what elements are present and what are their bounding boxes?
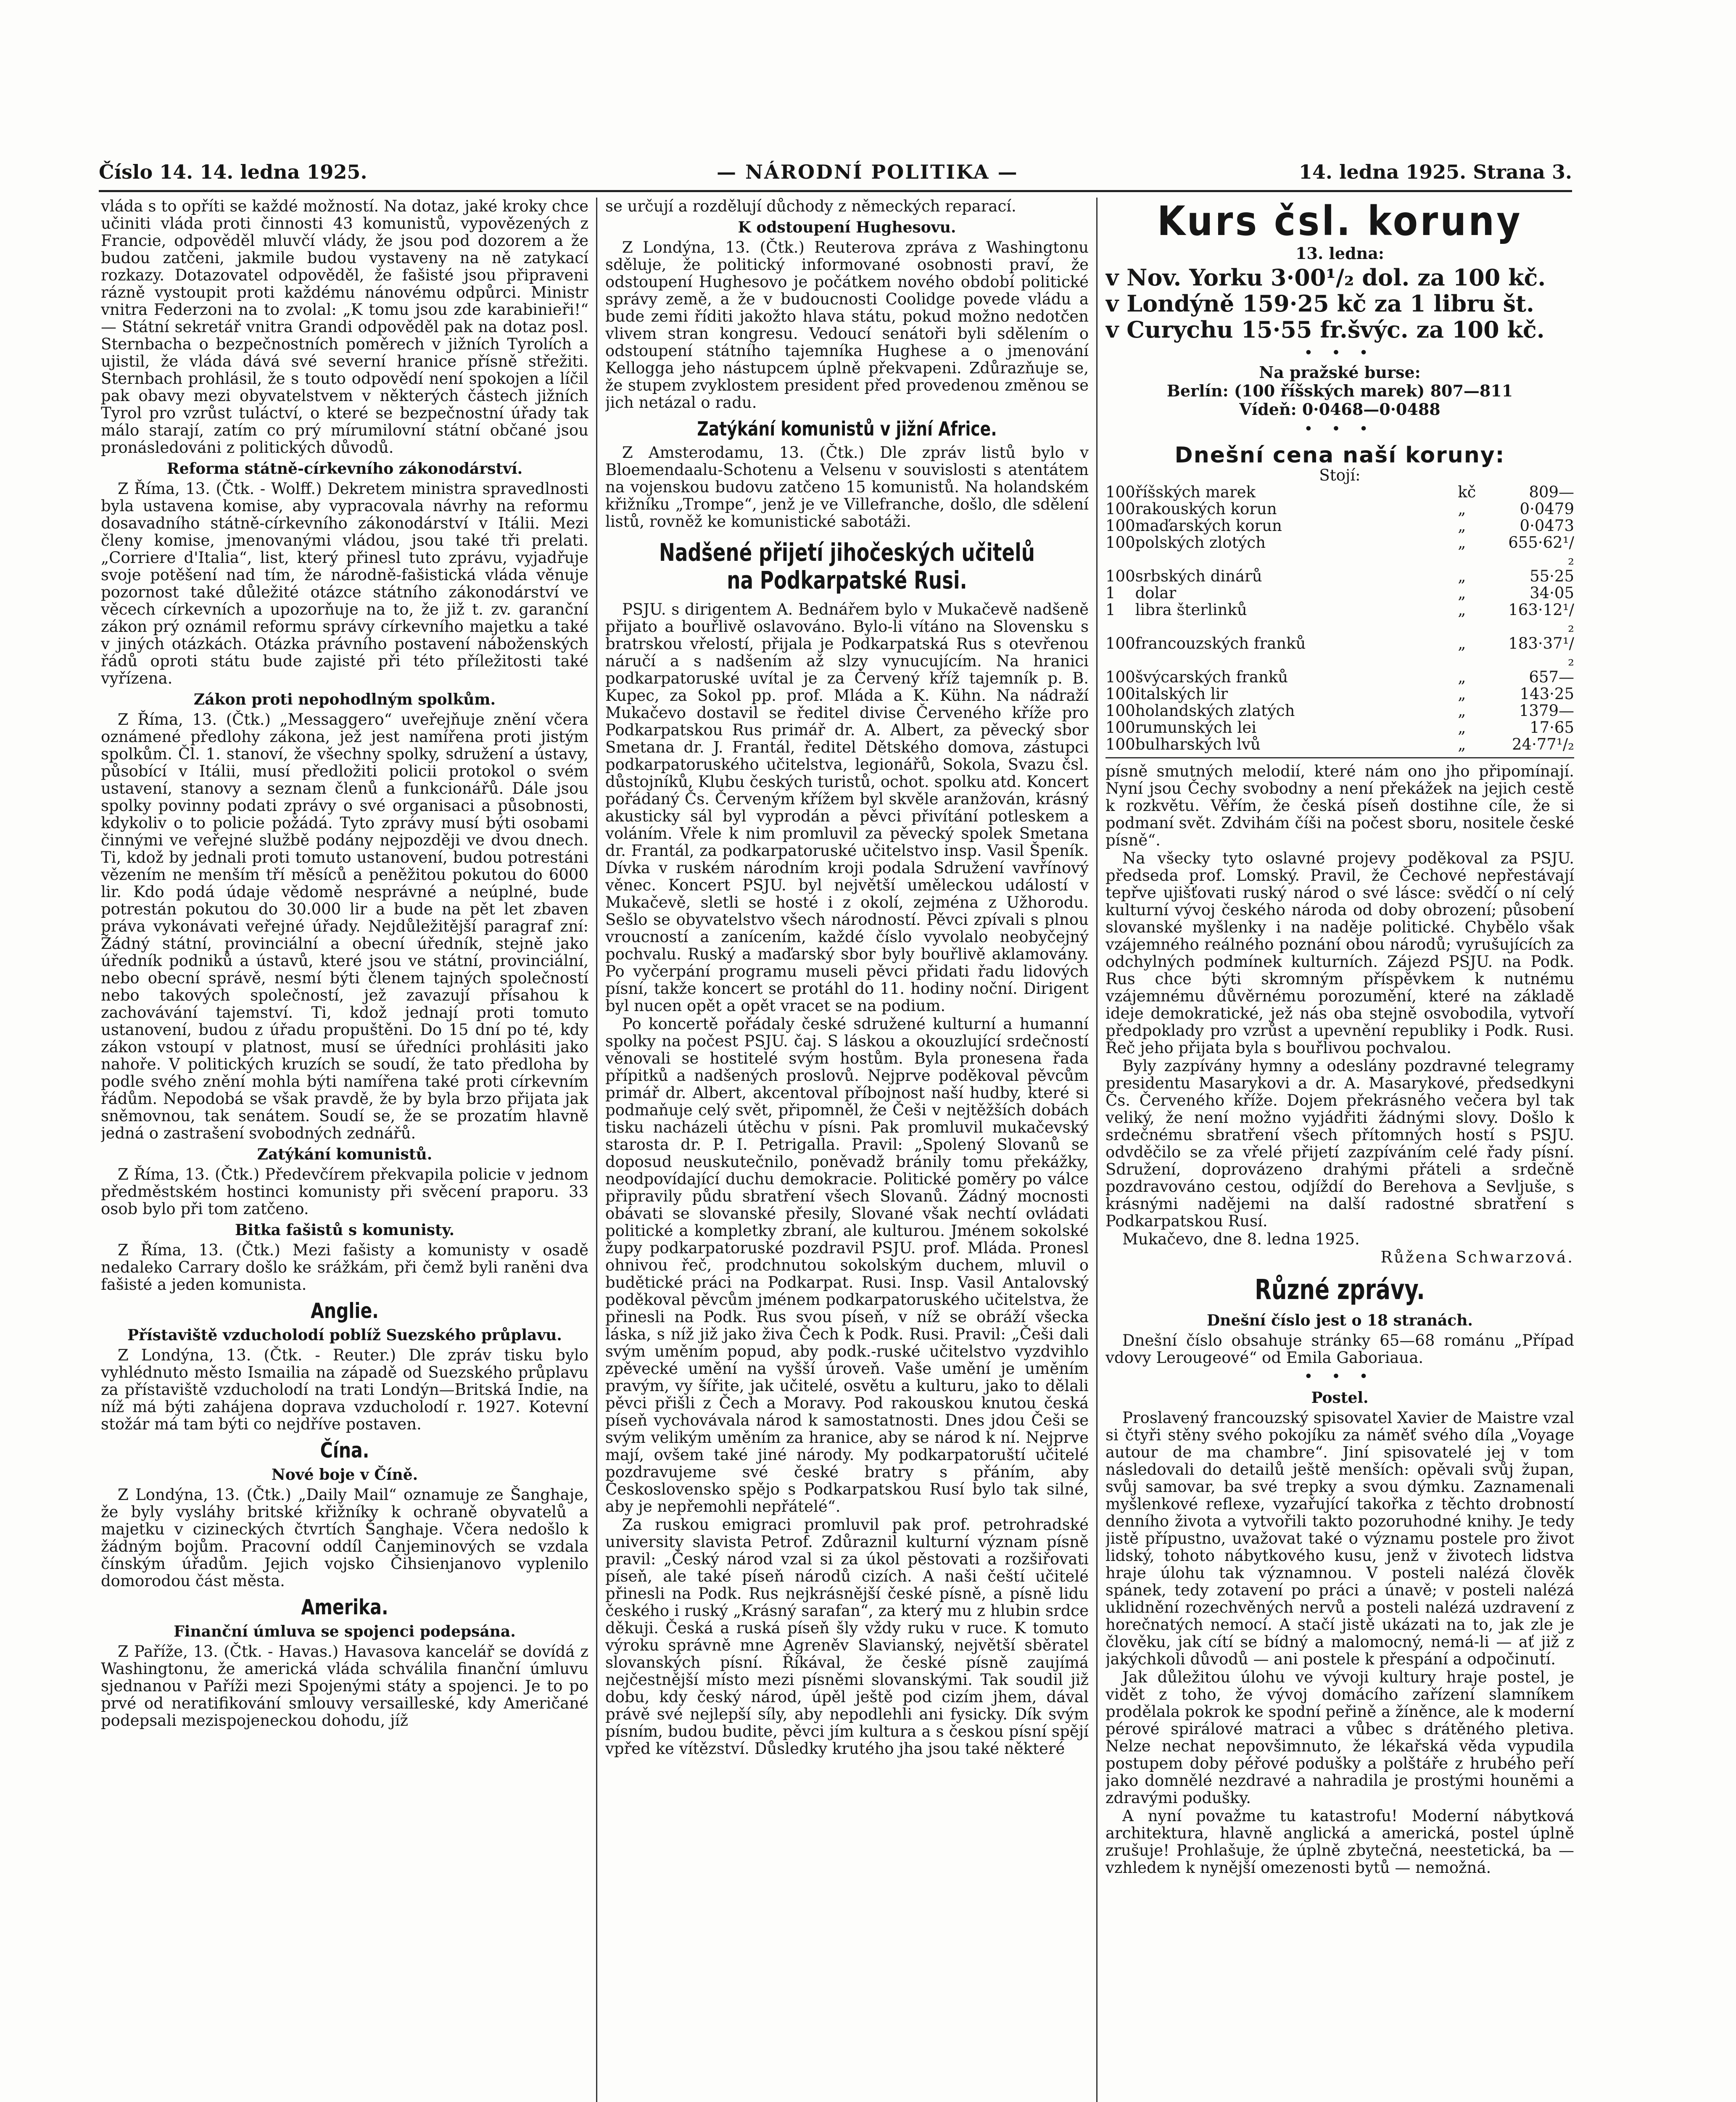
article-text: se určují a rozdělují důchody z německých reparací. [605, 198, 1016, 215]
article-heading: Nové boje v Číně. [271, 1466, 418, 1484]
exchange-rate-date: 13. ledna: [1295, 244, 1384, 263]
rate-row [1105, 719, 1574, 736]
rate-amount: 100 [1105, 483, 1135, 501]
article-text: Jak důležitou úlohu ve vývoji kultury hraje postel, je vidět z toho, že vývoj domácího zařízení slamníkem prodělala pokrok ke spodní peřině a žíněnce, ale k moderní pérové spirálové matraci a vůbec s drátěného pletiva. Nelze nechat nepovšimnuto, že lékařská věda vypudila postupem doby péřové podušky a polštáře z hrubého peří jako domnělé nezdravé a nahradila je prostými houněmi a zdravými podušky. [1105, 1668, 1574, 1807]
rate-value: 143·25 [1520, 685, 1574, 703]
article-heading: Přístaviště vzducholodí poblíž Suezského průplavu. [127, 1326, 562, 1344]
article-text: A nyní považme tu katastrofu! Moderní nábytková architektura, hlavně anglická a americká, postel úplně zrušuje! Prohlašuje, že úplně zbytečná, neestetická, ba — vzhledem k nynější omezenosti bytů — nemožná. [1105, 1807, 1574, 1877]
article-heading: Dnešní číslo jest o 18 stranách. [1207, 1312, 1473, 1329]
koruna-price-label: Stojí: [1319, 466, 1361, 484]
rate-unit: kč [1458, 483, 1476, 501]
exchange-rate-newyork: v Nov. Yorku 3·00¹/₂ dol. za 100 kč. [1105, 264, 1546, 291]
rate-currency: bulharských lvů [1135, 735, 1261, 753]
rate-row [1105, 686, 1574, 702]
article-dateline: Mukačevo, dne 8. ledna 1925. [1122, 1230, 1360, 1248]
rate-value: 657— [1529, 668, 1574, 686]
rate-unit: „ [1458, 685, 1466, 703]
rate-amount: 100 [1105, 517, 1135, 535]
rate-row [1105, 568, 1574, 585]
section-heading: Různé zprávy. [1255, 1273, 1425, 1306]
article-text: vláda s to opříti se každé možností. Na dotaz, jaké kroky chce učiniti vláda proti činnosti 43 komunistů, vypovězených z Francie, odpověděl mluvčí vlády, že jsou pod dozorem a že budou zatčeni, jakmile budou vystaveny na ně zatykací rozkazy. Dotazovatel odpověděl, že fašisté jsou připraveni rázně vystoupit proti každému nánovému odpůrci. Ministr vnitra Federzoni na to zvolal: „K tomu jsou zde karabinieři!“ — Státní sekretář vnitra Grandi odpověděl pak na dotaz posl. Sternbacha o bezpečnostních poměrech v jižních Tyrolích a ujistil, že vláda dává své severní hranice přísně střežiti. Sternbach prohlásil, že s touto odpovědí není spokojen a líčil pak obavy mezi obyvatelstvem v některých částech jižních Tyrol pro vzrůst tuláctví, o které se bezpečnostní úřady tak málo starají, zatím co prý mírumilovní státní občané jsou pronásledováni z politických důvodů. [101, 198, 588, 457]
rate-unit: „ [1458, 601, 1466, 619]
article-heading: Zatýkání komunistů v jižní Africe. [697, 417, 997, 440]
rate-amount: 100 [1105, 735, 1135, 753]
rate-amount: 100 [1105, 702, 1135, 720]
rate-currency: švýcarských franků [1135, 668, 1288, 686]
rate-unit: „ [1458, 533, 1466, 552]
rate-unit: „ [1458, 668, 1466, 686]
column-divider-2 [1096, 198, 1098, 2102]
rate-row [1105, 534, 1574, 568]
page-header [99, 161, 1572, 186]
rate-value: 0·0479 [1520, 500, 1574, 518]
rate-unit: „ [1458, 517, 1466, 535]
rate-currency: dolar [1135, 584, 1177, 602]
header-issue: Číslo 14. 14. ledna 1925. [99, 161, 367, 183]
rate-unit: „ [1458, 634, 1466, 652]
rate-amount: 100 [1105, 500, 1135, 518]
rate-amount: 100 [1105, 567, 1135, 585]
rate-value: 34·05 [1530, 584, 1574, 602]
rate-currency: srbských dinárů [1135, 567, 1262, 585]
rate-currency: maďarských korun [1135, 517, 1282, 535]
rate-amount: 1 [1105, 601, 1116, 619]
rate-unit: „ [1458, 702, 1466, 720]
exchange-rate-london: v Londýně 159·25 kč za 1 libru št. [1105, 290, 1534, 317]
article-text: Z Paříže, 13. (Čtk. - Havas.) Havasova kancelář se dovídá z Washingtonu, že americká vláda schválila finanční úmluvu sjednanou v Paříži mezi Spojenými státy a spojenci. Je to po prvé od neratifikování smlouvy versailleské, kdy Američané podepsali mezispojeneckou dohodu, jíž [101, 1643, 588, 1730]
article-text: Z Londýna, 13. (Čtk.) Reuterova zpráva z Washingtonu sděluje, že politický informované osobnosti praví, že odstoupení Hughesovo je počátkem nového období politické správy země, a že v budoucnosti Coolidge povede vládu a bude zemi říditi jakožto hlava státu, pokud možno nedotčen vlivem stran kongresu. Vedoucí senátoři byli sdělením o odstoupení státního tajemníka Hughese a o jmenování Kellogga jeho nástupcem úplně překvapeni. Zdůrazňuje se, že stupem zvyklostem president před provedenou změnou se jich netázal o radu. [605, 238, 1089, 412]
section-heading: Čína. [320, 1438, 369, 1463]
rate-value: 55·25 [1530, 567, 1574, 585]
burse-vienna: Vídeň: 0·0468—0·0488 [1239, 400, 1441, 419]
article-text: Proslavený francouzský spisovatel Xavier de Maistre vzal si čtyři stěny svého pokojíku za náměť svého díla „Voyage autour de ma chambre“. Jiní spisovatelé jej v tom následovali do detailů ještě menších: opěvali svůj župan, svůj samovar, ba své trepky a svou dýmku. Zaznamenali myšlenkové reflexe, vyzařující takořka z těchto drobností denního života a vytvořili takto pozoruhodné knihy. Je tedy jistě přípustno, uvažovat také o významu postele pro život lidský, tohoto nábytkového kusu, jenž v životech lidstva hraje úlohu tak významnou. V posteli nalézá člověk spánek, tedy zotavení po práci a únavě; v posteli nalézá uklidnění rozechvěných nervů a posteli nalézá uzdravení z horečnatých nemocí. A stačí jistě ukázati na to, jak zle je člověku, jak cítí se bídný a malomocný, nemá-li — ať již z jakýchkoli důvodů — ani postele k přespání a odpočinutí. [1105, 1409, 1574, 1668]
rate-row [1105, 602, 1574, 635]
article-text: PSJU. s dirigentem A. Bednářem bylo v Mukačevě nadšeně přijato a bouřlivě oslavováno. Bylo-li vítáno na Slovensku s bratrskou vřelostí, přijala je Podkarpatská Rus s otevřenou náručí a s nadšením až slzy vynucujícím. Na hranici podkarpatoruské uvítal je za Červený kříž tajemník p. B. Kupec, za Sokol pp. prof. Mláda a K. Kühn. Na nádraží Mukačevo dostavil se ředitel divise Červeného kříže pro Podkarpatskou Rus primář dr. A. Albert, za pěvecký sbor Smetana dr. J. Frantál, ředitel Dětského domova, zástupci podkarpatoruského učitelstva, legionářů, Sokola, Svazu čsl. důstojníků, Klubu českých turistů, ochot. spolku atd. Koncert pořádaný Čs. Červeným křížem byl skvěle aranžován, krásný akusticky sál byl vyprodán a pěvci přivítání potleskem a voláním. Vřele k nim promluvil za pěvecký spolek Smetana dr. Frantál, za podkarpatoruské učitelstvo insp. Vasil Špeník. Dívka v ruském národním kroji podala Sdružení vavřínový věnec. Koncert PSJU. byl největší uměleckou událostí v Mukačevě, sletli se hosté i z okolí, zejména z Užhorodu. Sešlo se obyvatelstvo všech národností. Pěvci zpívali s plnou vroucností a zanícením, každé číslo vyvolalo neobyčejný pochvalu. Ruský a maďarský sbor byly bouřlivě aklamovány. Po vyčerpání programu museli pěvci přidati řadu lidových písní, takže koncert se protáhl do 11. hodiny noční. Dirigent byl nucen opět a opět vracet se na podium. [605, 600, 1089, 1015]
article-text: Z Londýna, 13. (Čtk. - Reuter.) Dle zpráv tisku bylo vyhlédnuto město Ismailia na západě od Suezského průplavu za přístaviště vzducholodí na trati Londýn—Britská Indie, na níž má býti zahájena doprava vzducholodí r. 1927. Kotevní stožár má tam býti co nejdříve postaven. [101, 1346, 588, 1433]
article-text: Dnešní číslo obsahuje stránky 65—68 románu „Případ vdovy Lerougeové“ od Emila Gaboriaua. [1105, 1331, 1574, 1367]
article-text: Z Říma, 13. (Čtk.) Předevčírem překvapila policie v jednom předměstském hostinci komunisty při svěcení praporu. 33 osob bylo při tom zatčeno. [101, 1165, 588, 1218]
rate-currency: rumunských lei [1135, 718, 1257, 737]
rate-currency: rakouských korun [1135, 500, 1277, 518]
header-rule [99, 190, 1572, 192]
rate-value: 17·65 [1530, 718, 1574, 737]
article-text: Z Říma, 13. (Čtk.) „Messaggero“ uveřejňuje znění včera oznámené předlohy zákona, jež jest namířena proti jistým spolkům. Čl. 1. stanoví, že všechny spolky, sdružení a ústavy, působící v Itálii, musí předložiti policii protokol o svém ustavení, stanovy a seznam členů a funkcionářů. Dále jsou spolky povinny podati zprávy o své organisaci a působnosti, kdykoliv o to policie požádá. Tyto zprávy musí býti osobami činnými ve veřejné službě podány nejpozději ve dvou dnech. Ti, kdož by jednali proti tomuto ustanovení, budou potrestáni vězením ne menším tří měsíců a peněžitou pokutou do 6000 lir. Kdo podá údaje vědomě nesprávné a neúplné, bude potrestán pokutou do 30.000 lir a bude na pět let zbaven práva vykonávati veřejné úřady. Nejdůležitější paragraf zní: Žádný státní, provinciální a obecní úředník, stejně jako úředník podniků a ústavů, které jsou ve státní, provinciální, nebo obecní správě, nesmí býti členem tajných společností nebo takových společností, jež zavazují přísahou k zachovávání tajemství. Ti, kdož jednají proti tomuto ustanovení, budou z úřadu propuštěni. Do 15 dní po té, kdy zákon vstoupí v platnost, musí se úředníci prohlásiti jako nahoře. V politických kruzích se soudí, že tato předloha by podle svého znění mohla býti namířena také proti církevním řádům. Nepodobá se však pravdě, že by byla brzo přijata jak sněmovnou, tak senátem. Soudí se, že se prozatím hlavně jedná o zastrašení svobodných zednářů. [101, 710, 588, 1142]
article-text: Byly zazpívány hymny a odeslány pozdravné telegramy presidentu Masarykovi a dr. A. Masarykové, předsedkyni Čs. Červeného kříže. Dojem překrásného večera byl tak veliký, že není možno vyjádřiti žádnými slovy. Došlo k srdečnému sbratření všech přítomných hostí s PSJU. odvděčilo se za vřelé přijetí zazpíváním celé řady písní. Sdružení, doprovázeno drahými přáteli a srdečně pozdravováno cestou, odjíždí do Berehova a Sevljuše, s krásnými nadějemi na další radostné sbratření s Podkarpatskou Rusí. [1105, 1057, 1574, 1230]
koruna-price-title: Dnešní cena naší koruny: [1174, 443, 1505, 468]
separator-dots: • • • [1304, 346, 1375, 360]
article-text: Z Říma, 13. (Čtk.) Mezi fašisty a komunisty v osadě nedaleko Carrary došlo ke srážkám, při čemž byli raněni dva fašisté a jeden komunista. [101, 1241, 588, 1294]
rate-row [1105, 501, 1574, 518]
rate-row [1105, 484, 1574, 501]
rate-amount: 100 [1105, 668, 1135, 686]
rate-unit: „ [1458, 735, 1466, 753]
exchange-rate-title: Kurs čsl. koruny [1157, 198, 1523, 245]
rate-currency: libra šterlinků [1135, 601, 1247, 619]
rate-value: 809— [1529, 483, 1574, 501]
article-text: písně smutných melodií, které nám ono jho připomínají. Nyní jsou Čechy svobodny a není překážek na jejich cestě k rozkvětu. Věřím, že česká píseň dostihne cíle, že si podmaní svět. Zdvihám číši na počest sboru, nositele české písně“. [1105, 762, 1574, 849]
section-heading: Anglie. [311, 1299, 379, 1323]
article-text: Na všecky tyto oslavné projevy poděkoval za PSJU. předseda prof. Lomský. Pravil, že Čechové nepřestávají tepřve ujišťovati ruský národ o své lásce: svědčí o ní celý kulturní vývoj českého národa od doby obrození; působení slovanské myšlenky i na naděje politické. Chybělo však vzájemného reálného poznání obou národů; vyrušujících za odchylných podmínek kulturních. Zájezd PSJU. na Podk. Rus chce býti skromným příspěvkem k nutnému vzájemnému důvěrnému porozumění, které na základě ideje demokratické, jež nás oba stejně osvobodila, vytvoří předpoklady pro vzrůst a upevnění republiky i Podk. Rusi. Řeč jeho přijata byla s bouřlivou pochvalou. [1105, 849, 1574, 1057]
burse-title: Na pražské burse: [1259, 363, 1421, 382]
section-heading: Amerika. [301, 1595, 388, 1619]
exchange-rate-zurich: v Curychu 15·55 fr.švýc. za 100 kč. [1105, 316, 1545, 343]
column-divider-1 [596, 198, 597, 2102]
rate-value: 183·37¹/₂ [1508, 634, 1574, 669]
rate-amount: 1 [1105, 584, 1116, 602]
article-signature: Růžena Schwarzová. [1380, 1248, 1574, 1266]
rate-row [1105, 736, 1574, 753]
header-date-page: 14. ledna 1925. Strana 3. [1298, 161, 1572, 183]
article-heading: Zákon proti nepohodlným spolkům. [193, 691, 496, 708]
rate-unit: „ [1458, 500, 1466, 518]
article-headline: Nadšené přijetí jihočeských učitelů na Podkarpatské Rusi. [659, 538, 1035, 594]
rate-amount: 100 [1105, 718, 1135, 737]
separator-dots: • • • [1304, 1369, 1375, 1384]
rate-unit: „ [1458, 584, 1466, 602]
separator-dots: • • • [1304, 422, 1375, 436]
article-text: Z Říma, 13. (Čtk. - Wolff.) Dekretem ministra spravedlnosti byla ustavena komise, aby vypracovala návrhy na reformu dosavadního státně-církevního zákonodárství v Itálii. Mezi členy komise, jmenovanými vládou, jsou také tři prelati. „Corriere d'Italia“, list, který přinesl tuto zprávu, vyjadřuje svoje potěšení nad tím, že národně-fašistická vláda věnuje pozornost také důležité otázce státního zákonodárství ve věcech církevních a upozorňuje na to, že již t. zv. garanční zákon prý oznámil reformu správy církevního majetku a také v jiných otázkách. Otázka právního postavení náboženských řádů oproti státu bude zajisté při této příležitosti také vyřízena. [101, 480, 588, 687]
rate-value: 163·12¹/₂ [1508, 601, 1574, 636]
article-heading: Bitka fašistů s komunisty. [235, 1221, 454, 1239]
article-heading: Postel. [1311, 1389, 1369, 1407]
rate-currency: francouzských franků [1135, 634, 1306, 652]
article-heading: K odstoupení Hughesovu. [738, 219, 956, 236]
article-heading: Zatýkání komunistů. [257, 1146, 433, 1163]
rate-row [1105, 702, 1574, 719]
rate-value: 24·77¹/₂ [1512, 735, 1574, 753]
rate-value: 0·0473 [1520, 517, 1574, 535]
rate-row [1105, 518, 1574, 534]
article-text: Po koncertě pořádaly české sdružené kulturní a humanní spolky na počest PSJU. čaj. S láskou a okouzlující srdečností věnovali se hostitelé svým hostům. Byla pronesena řada přípitků a nadšených proslovů. Nejprve poděkoval pěvcům primář dr. Albert, akcentoval příbojnost naší hudby, které si podmaňuje celý svět, připomněl, že Češi v nejtěžších dobách tisku nacházeli útěchu v písni. Pak promluvil mukačevský starosta dr. P. I. Petrigalla. Pravil: „Spolený Slovanů se doposud neuskutečnilo, poněvadž bránily tomu překážky, neodpovídající duchu demokracie. Politické poměry po válce připravily půdu sbratření všech Slovanů. Žádný mocnosti obávati se slovanské přesily, Slované však nechtí ovládati politické a kompletky zbraní, ale kulturou. Jménem sokolské župy podkarpatoruské pozdravil PSJU. prof. Mláda. Pronesl ohnivou řeč, prodchnutou sokolským duchem, mluvil o budětické práci na Podkarpat. Rusi. Insp. Vasil Antalovský poděkoval pěvcům jménem podkarpatoruského učitelstva, že přinesli na Podk. Rus svou píseň, v níž se obráží všecka láska, s níž již jako živa Čech k Podk. Rusi. Pravil: „Češi dali svým uměním popud, aby podk.-ruské učitelstvo vyzdvihlo zpěvecké umění na vyšší úroveň. Vaše umění je uměním pravým, vy šířite, jak učitelé, osvětu a kulturu, jako to dělali pěvci přišli z Čech a Moravy. Pod rakouskou knutou česká píseň vychovávala národ k samostatnosti. Dnes jdou Češi se svým velikým uměním za hranice, aby se národ k ní. Nejprve mají, ovšem také jiné národy. My podkarpatoruští učitelé pozdravujeme své české bratry s přáním, aby Československo spějo s Podkarpatskou Rusí bylo tak silné, aby je nepřemohli nepřátelé“. [605, 1015, 1089, 1516]
rate-currency: holandských zlatých [1135, 702, 1295, 720]
section-rule [1105, 757, 1574, 758]
article-heading: Finanční úmluva se spojenci podepsána. [174, 1623, 516, 1640]
header-masthead: — NÁRODNÍ POLITIKA — [717, 161, 1018, 183]
column-2 [605, 198, 1089, 2102]
rate-amount: 100 [1105, 634, 1135, 652]
rate-unit: „ [1458, 567, 1466, 585]
article-text: Z Londýna, 13. (Čtk.) „Daily Mail“ oznamuje ze Šanghaje, že byly vysláhy britské křižníky k ochraně obyvatelů a majetku v cizineckých čtvrtích Šanghaje. Včera nedošlo k žádným bojům. Pracovní oddíl Čanjeminových se vzdala čínským úřadům. Jejich vojsko Čihsienjanovo vyplenilo domorodou část města. [101, 1486, 588, 1590]
rate-currency: polských zlotých [1135, 533, 1266, 552]
article-text: Za ruskou emigraci promluvil pak prof. petrohradské university slavista Petrof. Zdůraznil kulturní význam písně pravil: „Český národ vzal si za úkol pěstovati a rozšiřovati píseň, ale také píseň národů cizích. A naši čeští učitelé přinesli na Podk. Rus nejkrásnější české písně, a písně lidu českého i ruský „Krásný sarafan“, za který mu z hlubin srdce děkuji. Česká a ruská píseň šly vždy ruku v ruce. K tomuto výroku správně mne Agreněv Slavianský, největší sběratel slovanských písní. Říkával, že české písně zaujímá nejčestnější místo mezi písněmi slovanskými. Tak soudil již dobu, kdy český národ, úpěl ještě pod cizím jhem, dával právě své nejlepší síly, aby nepodlehli ani fysicky. Dík svým písním, budou budite, pěvci jím kultura a s českou písní spějí vpřed ke vítězství. Důsledky krutého jha jsou také některé [605, 1516, 1089, 1758]
column-3 [1105, 198, 1574, 2102]
rate-value: 1379— [1519, 702, 1574, 720]
rate-row [1105, 669, 1574, 686]
rate-currency: italských lir [1135, 685, 1228, 703]
rate-amount: 100 [1105, 685, 1135, 703]
article-heading: Reforma státně-církevního zákonodárství. [166, 460, 523, 478]
rate-unit: „ [1458, 718, 1466, 737]
rate-row [1105, 585, 1574, 602]
rate-value: 655·62¹/₂ [1508, 533, 1574, 568]
column-1 [101, 198, 588, 2102]
burse-berlin: Berlín: (100 říšských marek) 807—811 [1166, 381, 1513, 400]
koruna-rate-table [1105, 484, 1574, 753]
rate-amount: 100 [1105, 533, 1135, 552]
rate-currency: říšských marek [1135, 483, 1256, 501]
rate-row [1105, 635, 1574, 669]
article-text: Z Amsterodamu, 13. (Čtk.) Dle zpráv listů bylo v Bloemendaalu-Schotenu a Velsenu v souvislosti s atentátem na vojenskou budovu zatčeno 15 komunistů. Na holandském křižníku „Trompe“, jenž je ve Villefranche, došlo, dle sdělení listů, rovněž ke komunistické sabotáži. [605, 444, 1089, 531]
